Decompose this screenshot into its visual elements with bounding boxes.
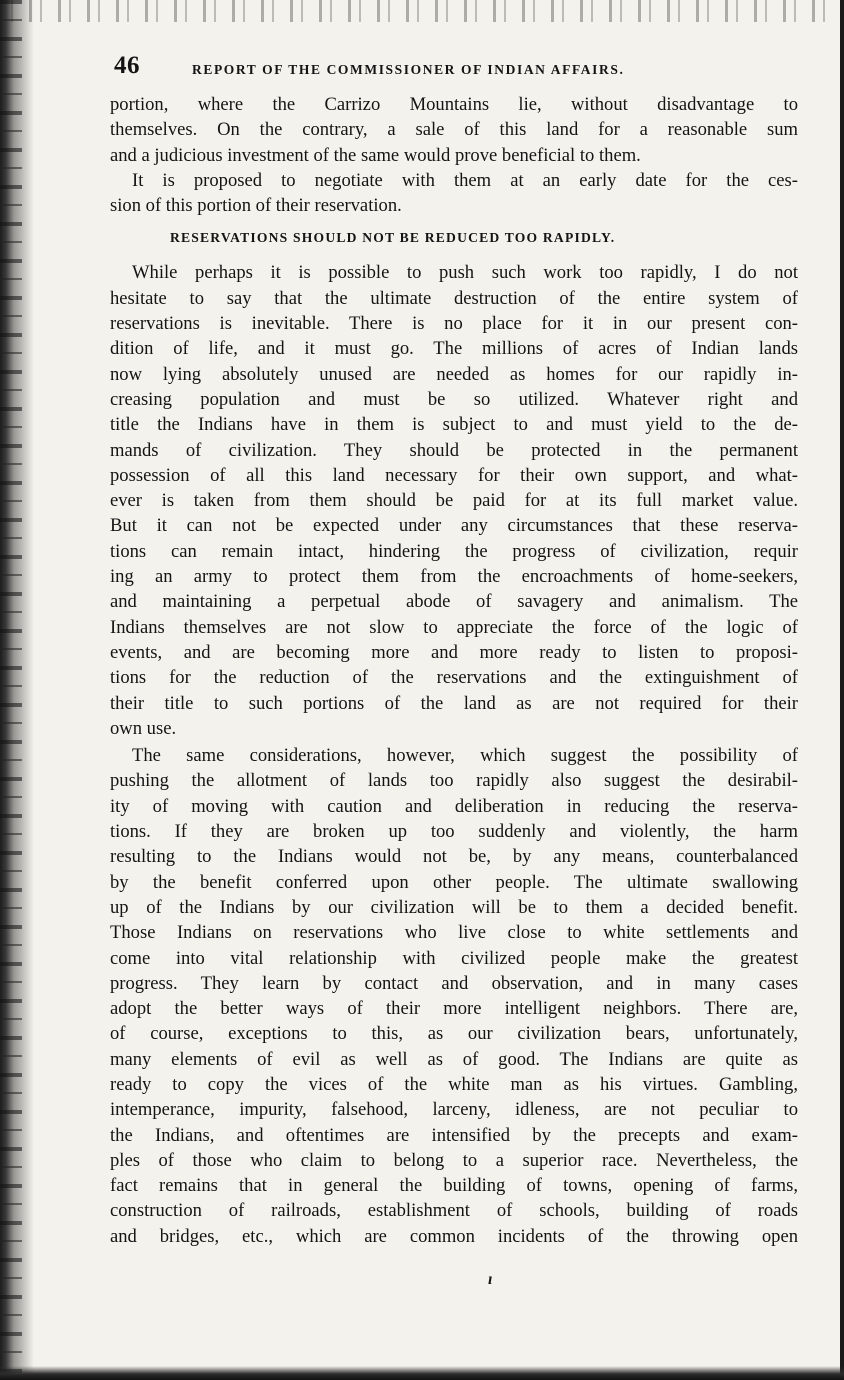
- text-line: sion of this portion of their reservation.: [110, 195, 402, 217]
- text-line: by the benefit conferred upon other people. The ultimate swallowing: [110, 871, 798, 893]
- paragraph-reservations-inevitable: [110, 260, 798, 741]
- paragraph-moving-with-caution: [110, 743, 798, 1249]
- text-line: reservations is inevitable. There is no place for it in our present con-: [110, 313, 798, 335]
- text-line: fact remains that in general the building of towns, opening of farms,: [110, 1175, 798, 1197]
- stray-ink-mark: ı: [488, 1271, 493, 1288]
- text-line: It is proposed to negotiate with them at an early date for the ces-: [132, 169, 798, 191]
- scan-edge-right: [840, 0, 844, 1380]
- text-line: construction of railroads, establishment of schools, building of roads: [110, 1200, 798, 1222]
- text-line: progress. They learn by contact and observation, and in many cases: [110, 972, 798, 994]
- paragraph-carrizo-mountains: [110, 92, 798, 168]
- text-line: themselves. On the contrary, a sale of this land for a reasonable sum: [110, 119, 798, 141]
- text-line: ready to copy the vices of the white man as his virtues. Gambling,: [110, 1073, 798, 1095]
- text-line: ing an army to protect them from the encroachments of home-seekers,: [110, 566, 798, 588]
- text-line: the Indians, and oftentimes are intensified by the precepts and exam-: [110, 1124, 798, 1146]
- section-heading: RESERVATIONS SHOULD NOT BE REDUCED TOO RAPIDLY.: [170, 230, 616, 246]
- text-line: events, and are becoming more and more ready to listen to proposi-: [110, 641, 798, 663]
- text-line: adopt the better ways of their more intelligent neighbors. There are,: [110, 998, 798, 1020]
- text-line: Those Indians on reservations who live close to white settlements and: [110, 922, 798, 944]
- text-line: hesitate to say that the ultimate destruction of the entire system of: [110, 287, 798, 309]
- text-line: The same considerations, however, which suggest the possibility of: [132, 745, 798, 767]
- text-line: portion, where the Carrizo Mountains lie, without disadvantage to: [110, 94, 798, 115]
- text-line: tions for the reduction of the reservations and the extinguishment of: [110, 667, 798, 689]
- text-line: possession of all this land necessary for their own support, and what-: [110, 464, 798, 486]
- text-line: ity of moving with caution and deliberation in reducing the reserva-: [110, 795, 798, 817]
- text-line: ples of those who claim to belong to a superior race. Nevertheless, the: [110, 1149, 798, 1171]
- text-line: and maintaining a perpetual abode of savagery and animalism. The: [110, 591, 798, 613]
- text-line: and a judicious investment of the same would prove beneficial to them.: [110, 144, 641, 166]
- text-line: But it can not be expected under any circumstances that these reserva-: [110, 515, 798, 537]
- text-line: intemperance, impurity, falsehood, larceny, idleness, are not peculiar to: [110, 1099, 798, 1121]
- text-line: ever is taken from them should be paid for at its full market value.: [110, 490, 798, 512]
- scan-edge-top: [0, 0, 844, 22]
- scan-edge-left-marks: [0, 0, 22, 1380]
- text-line: now lying absolutely unused are needed as homes for our rapidly in-: [110, 363, 798, 385]
- running-head-title: REPORT OF THE COMMISSIONER OF INDIAN AFFAIRS.: [192, 62, 625, 77]
- text-line: of course, exceptions to this, as our civilization bears, unfortunately,: [110, 1023, 798, 1045]
- text-line: dition of life, and it must go. The millions of acres of Indian lands: [110, 338, 798, 360]
- document-page: [110, 52, 798, 1249]
- text-line: resulting to the Indians would not be, by any means, counterbalanced: [110, 846, 798, 868]
- text-line: own use.: [110, 717, 177, 739]
- page-number: 46: [114, 52, 140, 79]
- scan-edge-bottom: [0, 1366, 844, 1380]
- text-line: creasing population and must be so utilized. Whatever right and: [110, 388, 798, 410]
- text-line: many elements of evil as well as of good. The Indians are quite as: [110, 1048, 798, 1070]
- text-line: mands of civilization. They should be protected in the permanent: [110, 439, 798, 461]
- text-line: tions can remain intact, hindering the progress of civilization, requir: [110, 540, 798, 562]
- text-line: tions. If they are broken up too suddenly and violently, the harm: [110, 821, 798, 843]
- text-line: their title to such portions of the land as are not required for their: [110, 692, 798, 714]
- text-line: and bridges, etc., which are common incidents of the throwing open: [110, 1225, 798, 1247]
- text-line: title the Indians have in them is subject to and must yield to the de-: [110, 414, 798, 436]
- text-line: Indians themselves are not slow to appreciate the force of the logic of: [110, 616, 798, 638]
- text-line: up of the Indians by our civilization will be to them a decided benefit.: [110, 896, 798, 918]
- text-line: come into vital relationship with civilized people make the greatest: [110, 947, 798, 969]
- text-line: pushing the allotment of lands too rapidly also suggest the desirabil-: [110, 770, 798, 792]
- paragraph-negotiate-cession: [110, 168, 798, 219]
- text-line: While perhaps it is possible to push such work too rapidly, I do not: [132, 262, 798, 284]
- running-head: [110, 52, 798, 92]
